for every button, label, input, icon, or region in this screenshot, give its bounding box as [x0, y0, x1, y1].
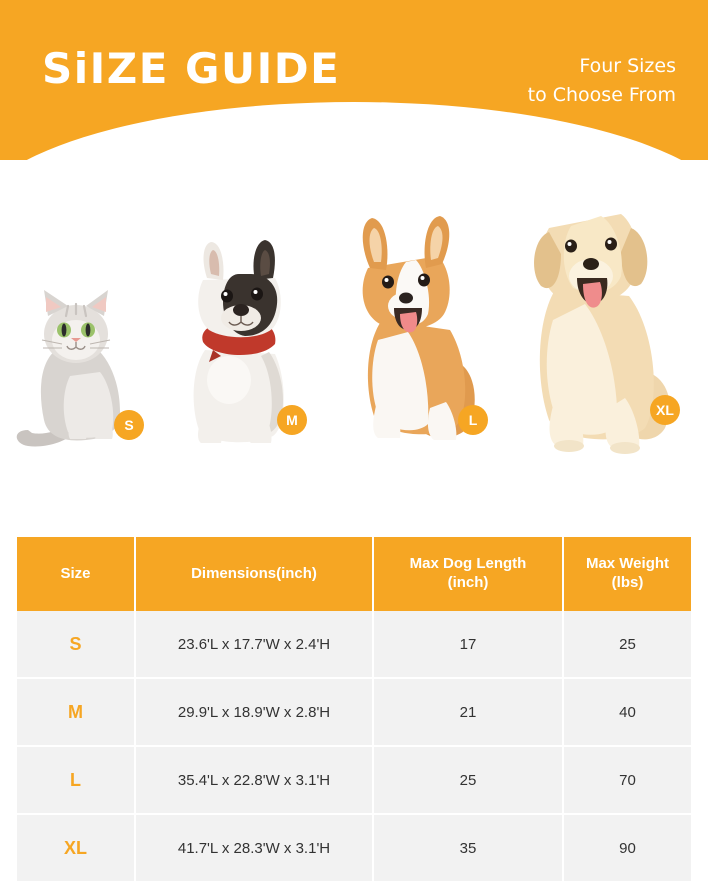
column-header-dimensions [135, 537, 373, 611]
size-table-head [17, 537, 691, 611]
column-header-max-dog-length [373, 537, 563, 611]
header-subtitle-line2: to Choose From [527, 83, 676, 106]
cell-dimensions: 23.6'L x 17.7'W x 2.4'H [135, 611, 373, 678]
cell-max-length: 35 [373, 814, 563, 881]
animal-golden-retriever [505, 180, 690, 460]
cell-max-weight: 25 [563, 611, 691, 678]
size-badge-m: M [277, 405, 307, 435]
table-row [17, 678, 691, 746]
animal-french-bulldog [165, 230, 325, 460]
header-subtitle [528, 52, 676, 109]
cell-dimensions: 41.7'L x 28.3'W x 3.1'H [135, 814, 373, 881]
animal-corgi [330, 210, 500, 460]
cell-max-length: 17 [373, 611, 563, 678]
column-header-max-weight [563, 537, 691, 611]
cell-size: S [17, 611, 135, 678]
column-header-dimensions-line1: Dimensions(inch) [191, 564, 317, 582]
page-title: SiIZE GUIDE [42, 44, 341, 93]
table-row [17, 611, 691, 678]
header-subtitle-line1: Four Sizes [579, 55, 676, 77]
column-header-size [17, 537, 135, 611]
column-header-max-weight-line1: Max Weight [585, 555, 670, 573]
table-header-row [17, 537, 691, 611]
column-header-size-line1: Size [60, 564, 91, 582]
cell-max-weight: 70 [563, 746, 691, 814]
header-curve-decoration [0, 102, 708, 160]
cell-dimensions: 35.4'L x 22.8'W x 3.1'H [135, 746, 373, 814]
column-header-max-weight-line2: (lbs) [611, 574, 644, 591]
animal-row [0, 160, 708, 500]
table-row [17, 814, 691, 881]
table-row [17, 746, 691, 814]
animal-cat [10, 280, 160, 460]
cell-dimensions: 29.9'L x 18.9'W x 2.8'H [135, 678, 373, 746]
size-badge-l: L [458, 405, 488, 435]
size-table [17, 537, 691, 881]
cell-size: M [17, 678, 135, 746]
size-badge-s: S [114, 410, 144, 440]
header-banner [0, 0, 708, 160]
cell-max-length: 21 [373, 678, 563, 746]
size-table-body [17, 611, 691, 881]
cell-size: XL [17, 814, 135, 881]
size-table-wrapper [17, 537, 691, 881]
column-header-max-dog-length-line2: (inch) [447, 574, 489, 591]
cell-max-weight: 90 [563, 814, 691, 881]
size-badge-xl: XL [650, 395, 680, 425]
column-header-max-dog-length-line1: Max Dog Length [409, 555, 527, 573]
cell-max-weight: 40 [563, 678, 691, 746]
cell-max-length: 25 [373, 746, 563, 814]
cell-size: L [17, 746, 135, 814]
